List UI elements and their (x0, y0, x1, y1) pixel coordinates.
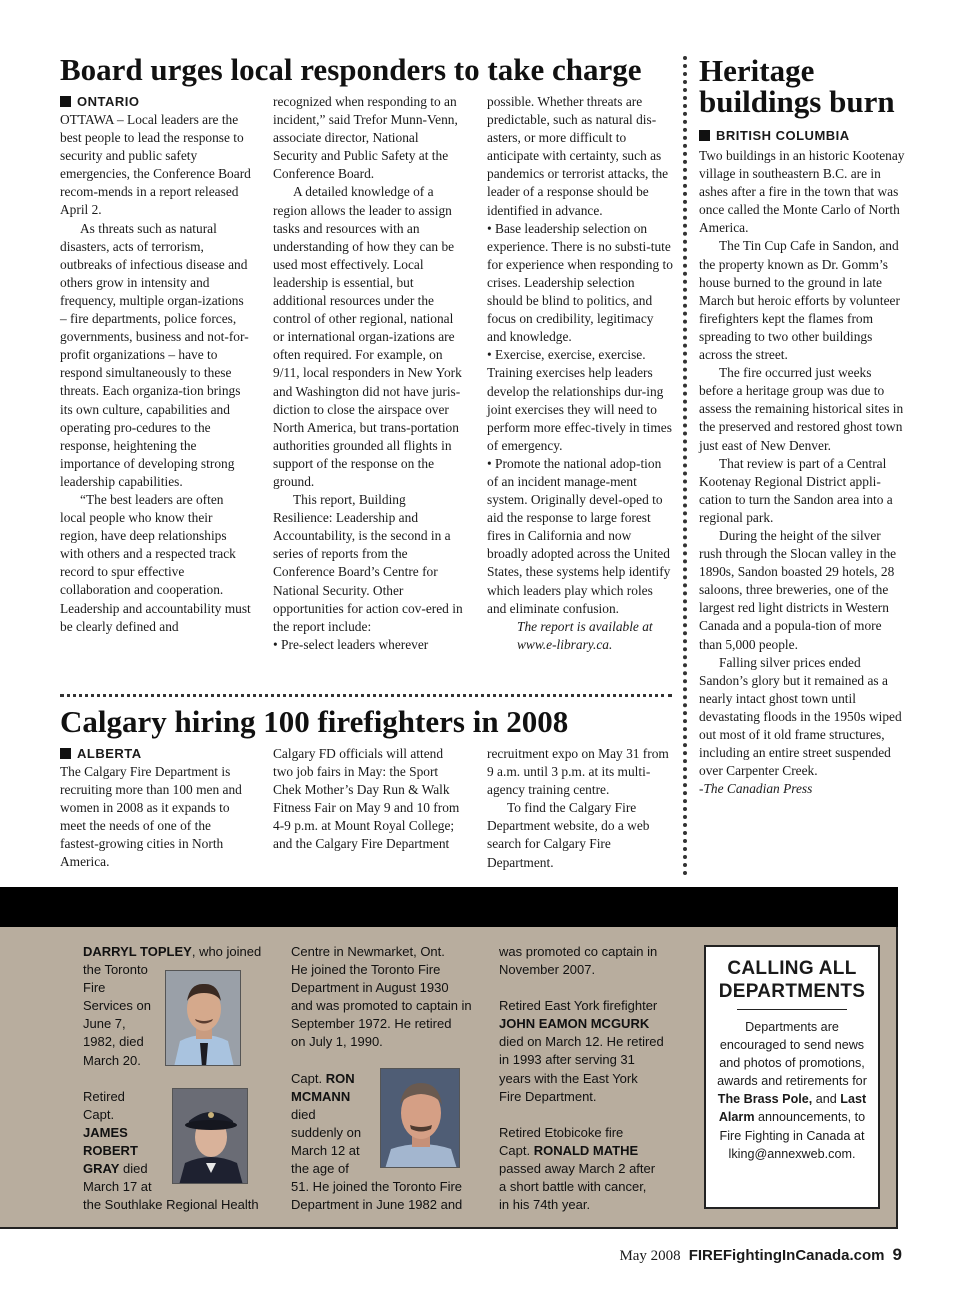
person-name: JOHN EAMON MCGURK (499, 1016, 650, 1032)
bullet-item: • Pre-select leaders wherever (273, 636, 465, 654)
story3-headline: Heritage buildings burn (699, 53, 895, 119)
portrait-photo-topley (165, 970, 241, 1066)
paragraph: Two buildings in an historic Kootenay village in southeastern B.C. are in ashes after a fire in the town that was once called the Monte Carlo of North America. (699, 148, 905, 236)
paragraph: As threats such as natural disasters, acts of terrorism, outbreaks of infectious disease and others grow in intensity and frequency, multiple organ-izations – fire departments, police forces, governments, business and not-for-profit organizations – have to respond simultaneously to these threats. Each organiza-tion brings its own culture, capabilities and operating pro-cedures to the response, heightening the importance of developing strong leadership capabilities. (60, 220, 249, 489)
calling-all-departments-box (704, 945, 880, 1209)
paragraph: During the height of the silver rush through the Slocan valley in the 1890s, Sandon boasted 29 hotels, 28 saloons, three breweries, one of the largest red light districts in Western Canada and a popula-tion of more than 5,000 people. (699, 527, 897, 652)
paragraph: The Tin Cup Cafe in Sandon, and the property known as Dr. Gomm’s house burned to the ground in late March but heroic efforts by volunteer firefighters kept the flames from spreading to two other buildings across the street. (699, 238, 900, 363)
person-name: MCMANN (291, 1088, 351, 1104)
paragraph: recruitment expo on May 31 from 9 a.m. until 3 p.m. at its multi-agency training centre. (487, 746, 669, 798)
website-link[interactable]: FIREFightingInCanada.com (688, 1247, 885, 1264)
paragraph: That review is part of a Central Kootenay Regional District appli-cation to turn the Sandon area into a regional park. (699, 455, 893, 525)
callbox-title: CALLING ALL DEPARTMENTS (718, 958, 866, 1002)
brasspole-column-1: DARRYL TOPLEY, who joined the Toronto Fire Services on June 7, 1982, died March 20. Retired Capt. JAMES ROBERT GRAY died March 17 at the Southlake Regional Health (83, 944, 262, 1213)
story1-column-3 (487, 93, 673, 654)
story2-kicker: ALBERTA (60, 746, 142, 761)
brasspole-column-3: was promoted co captain in November 2007. Retired East York firefighter JOHN EAMON MCGURK died on March 12. He retired in 1993 after serving 31 years with the East York Fire Department. Retired Etobicoke fire Capt. RONALD MATHE passed away March 2 after a short battle with cancer, in his 74th year. (499, 944, 664, 1213)
portrait-photo-gray (172, 1088, 248, 1184)
paragraph: This report, Building Resilience: Leadership and Accountability, is the second in a series of reports from the Conference Board’s Centre for National Security. Other opportunities for action cov-ered in the report include: (273, 492, 463, 634)
callbox-divider (737, 1009, 847, 1010)
square-bullet-icon (699, 130, 710, 141)
story2-column-3 (487, 745, 673, 872)
callbox-body: Departments are encouraged to send news and photos of promotions, awards and retirements for The Brass Pole, and Last Alarm announcements, to Fire Fighting in Canada at lking@annexweb.com. (717, 1020, 867, 1161)
portrait-illustration (173, 1089, 248, 1184)
page-number: 9 (892, 1245, 902, 1264)
person-name: RONALD MATHE (533, 1142, 639, 1158)
person-name: ROBERT (83, 1142, 138, 1158)
story1-headline: Board urges local responders to take charge (60, 52, 642, 87)
story3-column (699, 147, 905, 798)
paragraph: The Calgary Fire Department is recruiting more than 100 men and women in 2008 as it expands to meet the needs of one of the fastest-growing cities in North America. (60, 764, 242, 870)
paragraph: A detailed knowledge of a region allows the leader to assign tasks and resources with an understanding of how they can be used most effectively. Local leadership is essential, but additional resources under the control of other regional, national or international organ-izations are often required. For example, on 9/11, local responders in New York and Washington did not have juris-diction to close the airspace over North America, but trans-portation authorities grounded all flights in support of the response on the ground. (273, 184, 462, 489)
paragraph: Falling silver prices ended Sandon’s glory but it remained as a nearly intact ghost town until devastating floods in the 1950s wiped out most of it old frame structures, including an entire street suspended over Carpenter Creek. (699, 654, 902, 779)
story2-column-2 (273, 745, 465, 854)
dotted-divider-vertical (683, 56, 687, 876)
bullet-item: • Exercise, exercise, exercise. Training exercises help leaders develop the relationships dur-ing joint exercises they will need to perform more effec-tively in times of emergency. (487, 346, 673, 455)
section-header-bar (0, 887, 898, 927)
press-credit: -The Canadian Press (699, 781, 813, 797)
square-bullet-icon (60, 96, 71, 107)
story1-kicker: ONTARIO (60, 94, 139, 109)
portrait-photo-mcmann (380, 1068, 460, 1168)
paragraph: “The best leaders are often local people who know their region, have deep relationships with others and a respected track record to spur effective collaboration and cooperation. Leadership and accountability must be clearly defined and (60, 491, 251, 634)
person-name: GRAY (83, 1161, 120, 1177)
story2-headline: Calgary hiring 100 firefighters in 2008 (60, 704, 569, 739)
report-availability-credit: The report is available at www.e-library.ca. (517, 618, 653, 652)
issue-date: May 2008 (619, 1248, 681, 1264)
square-bullet-icon (60, 748, 71, 759)
bullet-item: • Promote the national adop-tion of an incident manage-ment system. Originally devel-oped to aid the response to large forest fires in California and now broadly adopted across the United States, these systems help identify which leaders play which roles and eliminate confusion. (487, 455, 673, 618)
paragraph: possible. Whether threats are predictable, such as natural dis-asters, or more difficult to anticipate with certainty, such as pandemics or terrorist attacks, the leader of a response should be identified in advance. (487, 94, 669, 218)
person-name: JAMES (83, 1124, 128, 1140)
brasspole-column-2: Centre in Newmarket, Ont. He joined the Toronto Fire Department in August 1930 and was promoted to captain in September 1972. He retired on July 1, 1990. Capt. RON MCMANN died suddenly on March 12 at the age of 51. He joined the Toronto Fire Department in June 1982 and (291, 944, 472, 1213)
paragraph: To find the Calgary Fire Department website, do a web search for Calgary Fire Department. (487, 800, 650, 870)
portrait-illustration (166, 971, 241, 1066)
story3-kicker: BRITISH COLUMBIA (699, 128, 850, 143)
story1-column-2 (273, 93, 465, 654)
paragraph: Calgary FD officials will attend two job fairs in May: the Sport Chek Mother’s Day Run & Walk Fitness Fair on May 9 and 10 from 4-9 p.m. at Mount Royal College; and the Calgary Fire Department (273, 746, 460, 852)
portrait-illustration (381, 1069, 460, 1168)
person-name: RON (325, 1070, 355, 1086)
paragraph: The fire occurred just weeks before a heritage group was due to assess the remaining historical sites in the preserved and restored ghost town just east of New Denver. (699, 365, 904, 453)
story1-column-1 (60, 111, 252, 636)
bullet-item: • Base leadership selection on experience. There is no substi-tute for experience when responding to crises. Leadership selection should be blind to politics, and focus on credibility, legitimacy and knowledge. (487, 220, 673, 347)
paragraph: OTTAWA – Local leaders are the best people to lead the response to security and public safety emergencies, the Conference Board recom-mends in a report released April 2. (60, 112, 251, 218)
person-name: DARRYL TOPLEY (83, 944, 192, 959)
dotted-divider-horizontal (60, 694, 672, 697)
page-footer (619, 1245, 902, 1265)
paragraph: recognized when responding to an incident,” said Trefor Munn-Venn, associate director, National Security and Public Safety at the Conference Board. (273, 94, 458, 182)
story2-column-1 (60, 763, 252, 872)
